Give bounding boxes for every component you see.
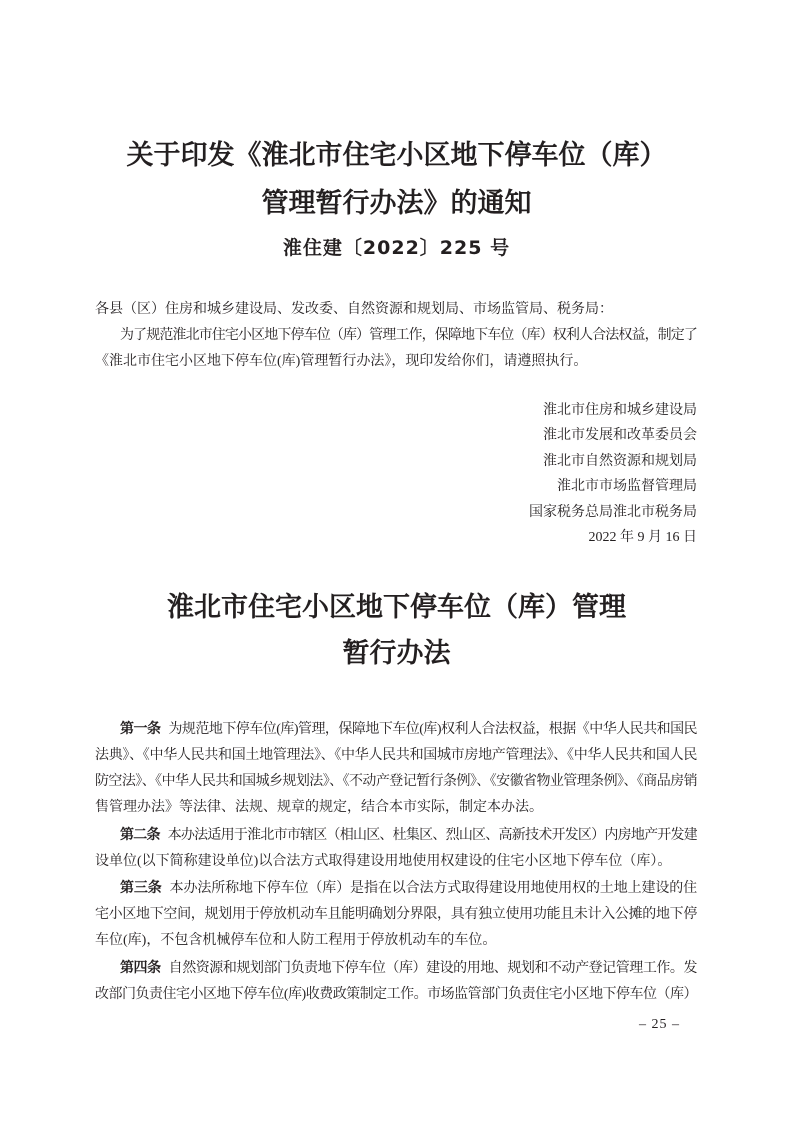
article-line (120, 956, 697, 982)
article-label: 第四条 (120, 960, 161, 976)
document-number: 淮住建〔2022〕225 号 (282, 237, 511, 259)
notice-title-line: 关于印发《淮北市住宅小区地下停车位（库） (126, 140, 667, 170)
article-line (120, 823, 697, 849)
article-2 (95, 823, 697, 875)
signatory: 淮北市市场监督管理局 (557, 479, 697, 495)
article-line: 设单位(以下简称建设单位)以合法方式取得建设用地使用权建设的住宅小区地下停车位（库）。 (95, 853, 672, 869)
article-line: 售管理办法》等法律、法规、规章的规定，结合本市实际，制定本办法。 (95, 800, 543, 815)
article-line (120, 876, 697, 902)
measures-title (0, 584, 793, 676)
article-line: 车位(库)，不包含机械停车位和人防工程用于停放机动车的车位。 (95, 933, 497, 948)
notice-title (0, 131, 793, 227)
article-4 (95, 956, 697, 1008)
notice-body (95, 297, 697, 375)
recipients: 各县（区）住房和城乡建设局、发改委、自然资源和规划局、市场监管局、税务局： (95, 302, 613, 317)
article-line: 法典》、《中华人民共和国土地管理法》、《中华人民共和国城市房地产管理法》、《中华人民共和国人民 (95, 748, 697, 763)
article-text: 自然资源和规划部门负责地下停车位（库）建设的用地、规划和不动产登记管理工作。发 (168, 960, 697, 976)
article-label: 第一条 (120, 722, 161, 737)
article-line: 防空法》、《中华人民共和国城乡规划法》、《不动产登记暂行条例》、《安徽省物业管理条例》、《商品房销 (95, 774, 697, 789)
article-label: 第二条 (120, 827, 160, 843)
notice-body-line: 《淮北市住宅小区地下停车位(库)管理暂行办法》，现印发给你们，请遵照执行。 (95, 354, 588, 369)
measures-title-line: 淮北市住宅小区地下停车位（库）管理 (167, 592, 626, 622)
article-text: 为规范地下停车位(库)管理，保障地下车位(库)权利人合法权益，根据《中华人民共和国民 (168, 722, 697, 737)
signatory: 淮北市自然资源和规划局 (543, 453, 697, 469)
article-1 (95, 717, 697, 821)
issue-date: 2022 年 9 月 16 日 (588, 530, 697, 546)
article-text: 本办法所称地下停车位（库）是指在以合法方式取得建设用地使用权的土地上建设的住 (169, 881, 697, 896)
article-line: 改部门负责住宅小区地下停车位(库)收费政策制定工作。市场监管部门负责住宅小区地下停车位（库） (95, 986, 697, 1002)
signatory: 淮北市发展和改革委员会 (543, 428, 697, 444)
signatory: 国家税务总局淮北市税务局 (529, 504, 697, 520)
article-label: 第三条 (120, 881, 162, 896)
article-text: 本办法适用于淮北市市辖区（相山区、杜集区、烈山区、高新技术开发区）内房地产开发建 (167, 827, 697, 843)
page-number: – 25 – (639, 1017, 680, 1032)
signatory: 淮北市住房和城乡建设局 (543, 403, 697, 418)
articles (95, 717, 697, 1008)
notice-body-line: 为了规范淮北市住宅小区地下停车位（库）管理工作，保障地下车位（库）权利人合法权益，制定了 (120, 328, 697, 343)
article-3 (95, 876, 697, 954)
article-line: 宅小区地下空间，规划用于停放机动车且能明确划分界限，具有独立使用功能且未计入公摊的地下停 (95, 907, 697, 922)
notice-title-line: 管理暂行办法》的通知 (261, 188, 532, 218)
measures-title-line: 暂行办法 (342, 638, 451, 668)
article-line (120, 717, 697, 743)
signature-block (529, 398, 697, 550)
